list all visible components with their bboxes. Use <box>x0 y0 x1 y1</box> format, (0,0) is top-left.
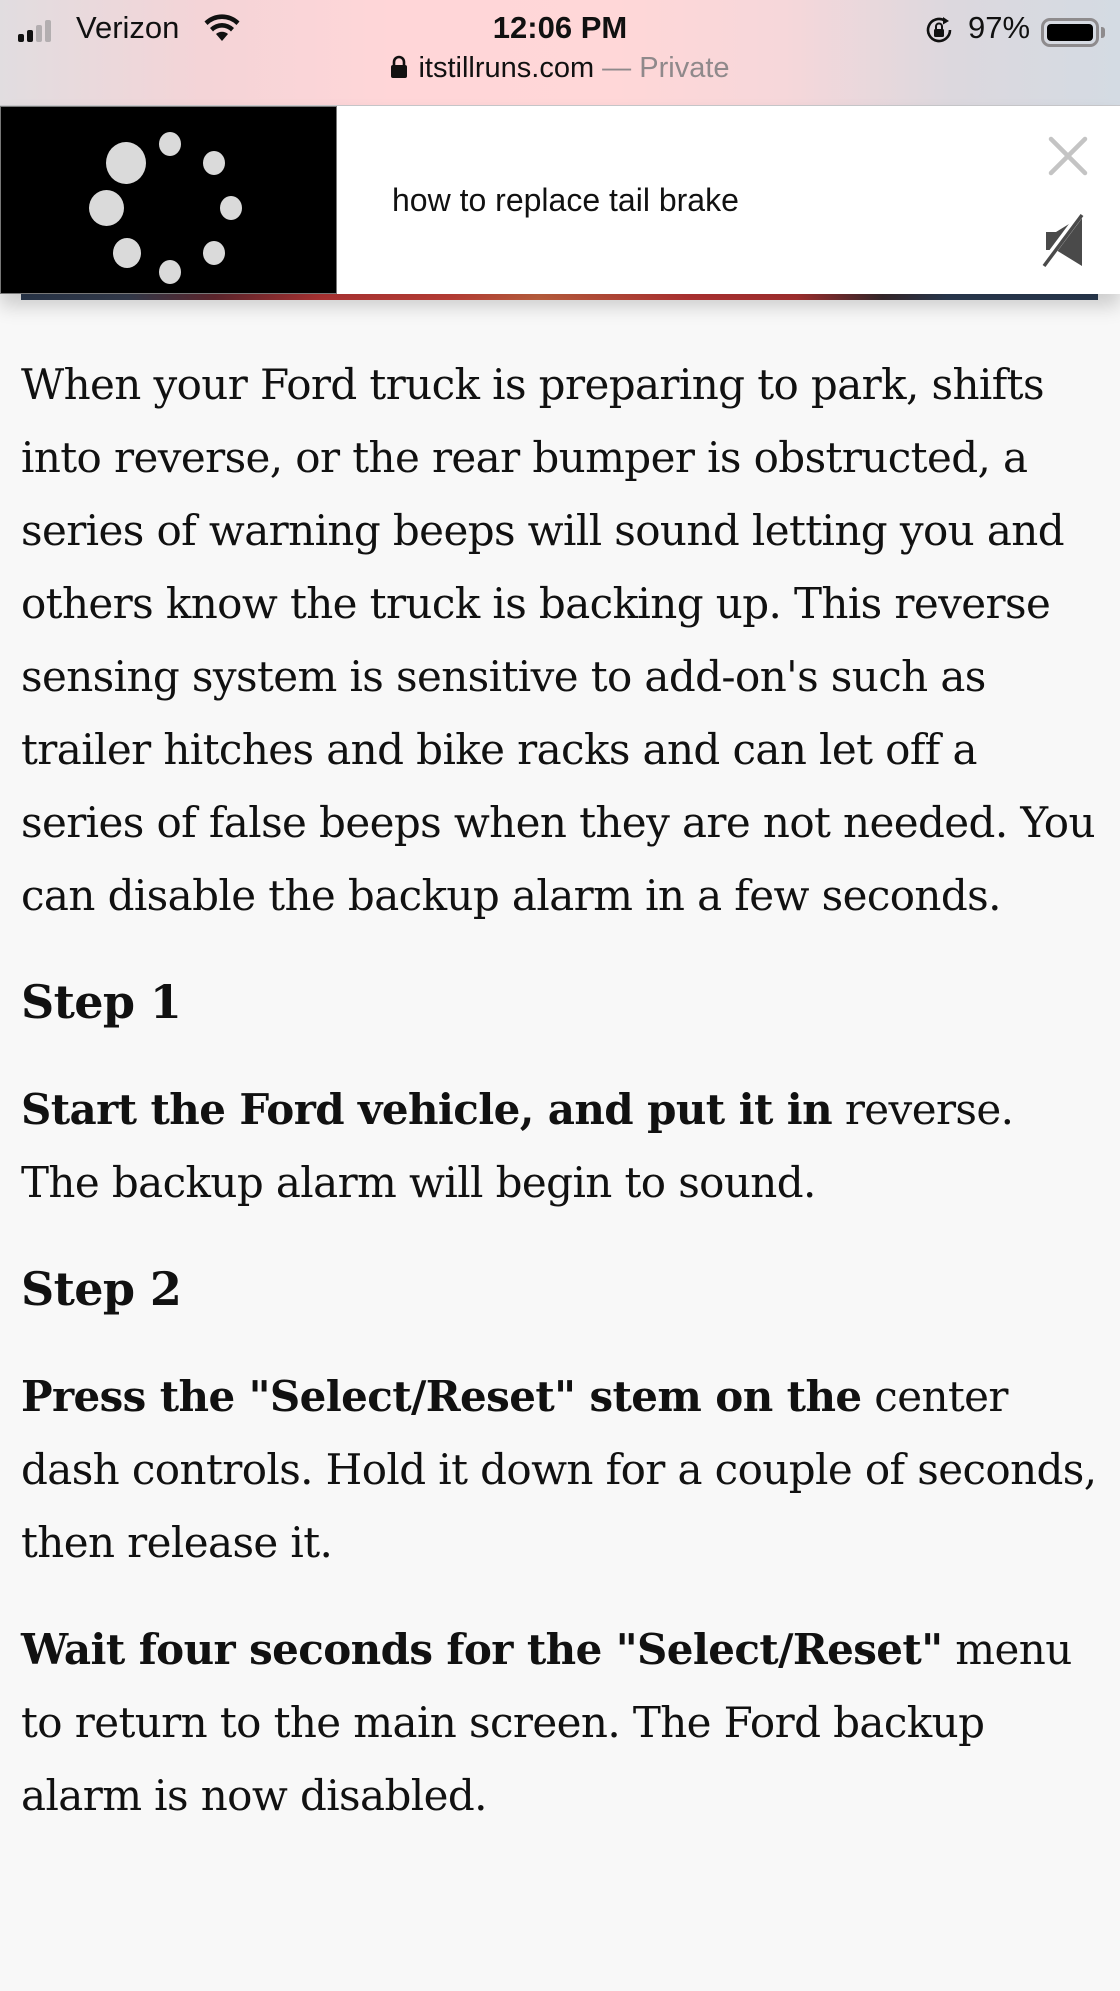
battery-percentage: 97% <box>968 10 1031 45</box>
step-2-bold-lead-2: Wait four seconds for the "Select/Reset" <box>21 1625 943 1674</box>
step-1-text: reverse. The backup alarm will begin to sound. <box>21 1085 1014 1207</box>
step-1-heading: Step 1 <box>21 975 182 1029</box>
header-image-strip <box>21 294 1098 300</box>
step-2-text-1: center dash controls. Hold it down for a couple of seconds, then release it. <box>21 1372 1097 1567</box>
article-body <box>21 348 1101 1866</box>
browser-top-bar <box>0 0 1120 106</box>
address-bar[interactable] <box>0 52 1120 87</box>
step-2-text-2: menu to return to the main screen. The Ford backup alarm is now disabled. <box>21 1625 1072 1820</box>
ad-banner[interactable] <box>0 106 1120 294</box>
close-icon[interactable] <box>1048 136 1088 180</box>
private-mode-label: Private <box>639 52 730 84</box>
url-domain: itstillruns.com <box>418 52 595 84</box>
status-bar <box>0 6 1120 50</box>
step-2-paragraph-2 <box>21 1613 1101 1832</box>
url-separator: — <box>594 52 640 84</box>
step-1-paragraph <box>21 1073 1101 1219</box>
ad-thumbnail[interactable] <box>0 106 337 294</box>
step-1-bold-lead: Start the Ford vehicle, and put it in <box>21 1085 833 1134</box>
step-2-bold-lead-1: Press the "Select/Reset" stem on the <box>21 1372 862 1421</box>
carrier-name: Verizon <box>76 10 180 45</box>
rotation-lock-icon <box>924 15 954 50</box>
intro-paragraph: When your Ford truck is preparing to park, shifts into reverse, or the rear bumper is obstructed, a series of warning beeps will sound letting you and others know the truck is backing up. This reverse sensing system is sensitive to add-on's such as trailer hitches and bike racks and can let off a series of false beeps when they are not needed. You can disable the backup alarm in a few seconds. <box>21 360 1095 920</box>
lock-icon <box>390 54 408 87</box>
battery-icon <box>1041 18 1099 47</box>
ad-headline[interactable]: how to replace tail brake <box>392 182 739 218</box>
battery-tip <box>1101 27 1105 38</box>
step-2-heading: Step 2 <box>21 1262 182 1316</box>
step-2-paragraph-1 <box>21 1360 1101 1579</box>
clock: 12:06 PM <box>492 10 628 45</box>
speaker-muted-icon[interactable] <box>1042 212 1090 272</box>
